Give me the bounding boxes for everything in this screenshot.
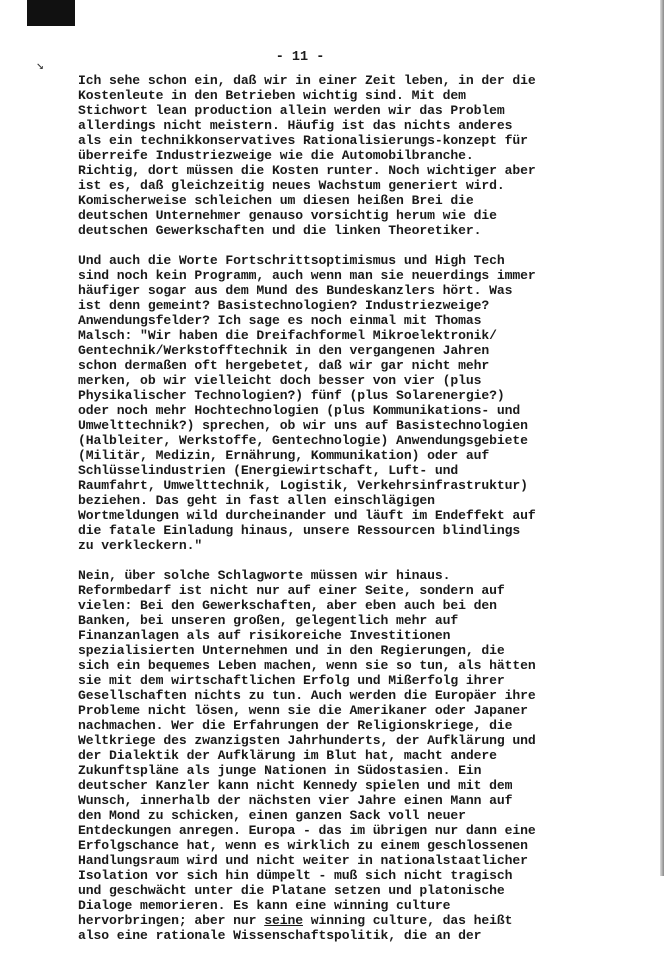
- text-line: Entdeckungen anregen. Europa - das im übrigen nur dann eine: [78, 823, 536, 838]
- margin-mark: ↘: [36, 58, 44, 73]
- text-line: die fatale Einladung hinaus, unsere Ressourcen blindlings: [78, 523, 521, 538]
- text-line: Malsch: "Wir haben die Dreifachformel Mikroelektronik/: [78, 328, 497, 343]
- text-line: allerdings nicht meistern. Häufig ist das nichts anderes: [78, 118, 513, 133]
- text-line: sind noch kein Programm, auch wenn man sie neuerdings immer: [78, 268, 536, 283]
- text-line: nachmachen. Wer die Erfahrungen der Religionskriege, die: [78, 718, 513, 733]
- text-line: und geschwächt unter die Platane setzen und platonische: [78, 883, 505, 898]
- text-line: Umwelttechnik?) sprechen, ob wir uns auf Basistechnologien: [78, 418, 528, 433]
- text-line: ist denn gemeint? Basistechnologien? Industriezweige?: [78, 298, 490, 313]
- paragraph-3-lines: [78, 568, 536, 913]
- text-line: deutschen Unternehmer genauso vorsichtig herum wie die: [78, 208, 497, 223]
- text-line: überreife Industriezweige wie die Automobilbranche.: [78, 148, 474, 163]
- scan-shadow-corner: [27, 0, 75, 26]
- text-line: als ein technikkonservatives Rationalisierungs-konzept für: [78, 133, 528, 148]
- page-number: - 11 -: [275, 50, 325, 65]
- document-body: [78, 73, 536, 958]
- scan-shadow-edge: [660, 0, 664, 876]
- text-line: Schlüsselindustrien (Energiewirtschaft, Luft- und: [78, 463, 459, 478]
- text-line: Raumfahrt, Umwelttechnik, Logistik, Verkehrsinfrastruktur): [78, 478, 528, 493]
- paragraph-3-last-line: also eine rationale Wissenschaftspolitik, die an der: [78, 928, 482, 943]
- text-line: Richtig, dort müssen die Kosten runter. Noch wichtiger aber: [78, 163, 536, 178]
- paragraph-1: [78, 73, 536, 238]
- text-line: Ich sehe schon ein, daß wir in einer Zeit leben, in der die: [78, 73, 536, 88]
- text-line: sie mit dem wirtschaftlichen Erfolg und Mißerfolg ihrer: [78, 673, 505, 688]
- text-line: merken, ob wir vielleicht doch besser von vier (plus: [78, 373, 482, 388]
- text-line: ist es, daß gleichzeitig neues Wachstum generiert wird.: [78, 178, 505, 193]
- text-line: Und auch die Worte Fortschrittsoptimismus und High Tech: [78, 253, 505, 268]
- text-line: zu verkleckern.": [78, 538, 203, 553]
- text-line: deutschen Gewerkschaften und die linken Theoretiker.: [78, 223, 482, 238]
- paragraph-2: [78, 253, 536, 553]
- text-line: Komischerweise schleichen um diesen heißen Brei die: [78, 193, 474, 208]
- text-line: den Mond zu schicken, einen ganzen Sack voll neuer: [78, 808, 466, 823]
- text-line: Wunsch, innerhalb der nächsten vier Jahre einen Mann auf: [78, 793, 513, 808]
- text-line: Erfolgschance hat, wenn es wirklich zu einem geschlossenen: [78, 838, 528, 853]
- text-line: Dialoge memorieren. Es kann eine winning culture: [78, 898, 451, 913]
- text-line: Isolation vor sich hin dümpelt - muß sich nicht tragisch: [78, 868, 513, 883]
- text-line: Zukunftspläne als junge Nationen in Südostasien. Ein: [78, 763, 482, 778]
- emphasis-after: winning culture, das heißt: [302, 913, 513, 928]
- text-line: Stichwort lean production allein werden wir das Problem: [78, 103, 505, 118]
- text-line: Probleme nicht lösen, wenn sie die Amerikaner oder Japaner: [78, 703, 528, 718]
- paragraph-3-emphasis-line: [78, 913, 513, 928]
- text-line: Physikalischer Technologien?) fünf (plus Solarenergie?): [78, 388, 505, 403]
- text-line: Finanzanlagen als auf risikoreiche Investitionen: [78, 628, 451, 643]
- text-line: (Halbleiter, Werkstoffe, Gentechnologie) Anwendungsgebiete: [78, 433, 528, 448]
- text-line: Kostenleute in den Betrieben wichtig sind. Mit dem: [78, 88, 466, 103]
- emphasis-before: hervorbringen; aber nur: [78, 913, 265, 928]
- text-line: Nein, über solche Schlagworte müssen wir hinaus.: [78, 568, 451, 583]
- text-line: sich ein bequemes Leben machen, wenn sie so tun, als hätten: [78, 658, 536, 673]
- text-line: der Dialektik der Aufklärung im Blut hat, macht andere: [78, 748, 497, 763]
- text-line: Gentechnik/Werkstofftechnik in den vergangenen Jahren: [78, 343, 490, 358]
- text-line: Gesellschaften nichts zu tun. Auch werden die Europäer ihre: [78, 688, 536, 703]
- text-line: Reformbedarf ist nicht nur auf einer Seite, sondern auf: [78, 583, 505, 598]
- text-line: Banken, bei unseren großen, gelegentlich mehr auf: [78, 613, 459, 628]
- emphasis-word: seine: [264, 913, 303, 928]
- text-line: deutscher Kanzler kann nicht Kennedy spielen und mit dem: [78, 778, 513, 793]
- text-line: Wortmeldungen wild durcheinander und läuft im Endeffekt auf: [78, 508, 536, 523]
- text-line: spezialisierten Unternehmen und in den Regierungen, die: [78, 643, 505, 658]
- text-line: Handlungsraum wird und nicht weiter in nationalstaatlicher: [78, 853, 528, 868]
- text-line: oder noch mehr Hochtechnologien (plus Kommunikations- und: [78, 403, 521, 418]
- text-line: beziehen. Das geht in fast allen einschlägigen: [78, 493, 435, 508]
- text-line: vielen: Bei den Gewerkschaften, aber eben auch bei den: [78, 598, 497, 613]
- text-line: Anwendungsfelder? Ich sage es noch einmal mit Thomas: [78, 313, 482, 328]
- text-line: (Militär, Medizin, Ernährung, Kommunikation) oder auf: [78, 448, 490, 463]
- text-line: häufiger sogar aus dem Mund des Bundeskanzlers hört. Was: [78, 283, 513, 298]
- text-line: schon dermaßen oft hergebetet, daß wir gar nicht mehr: [78, 358, 490, 373]
- text-line: Weltkriege des zwanzigsten Jahrhunderts, der Aufklärung und: [78, 733, 536, 748]
- paragraph-3: [78, 568, 536, 943]
